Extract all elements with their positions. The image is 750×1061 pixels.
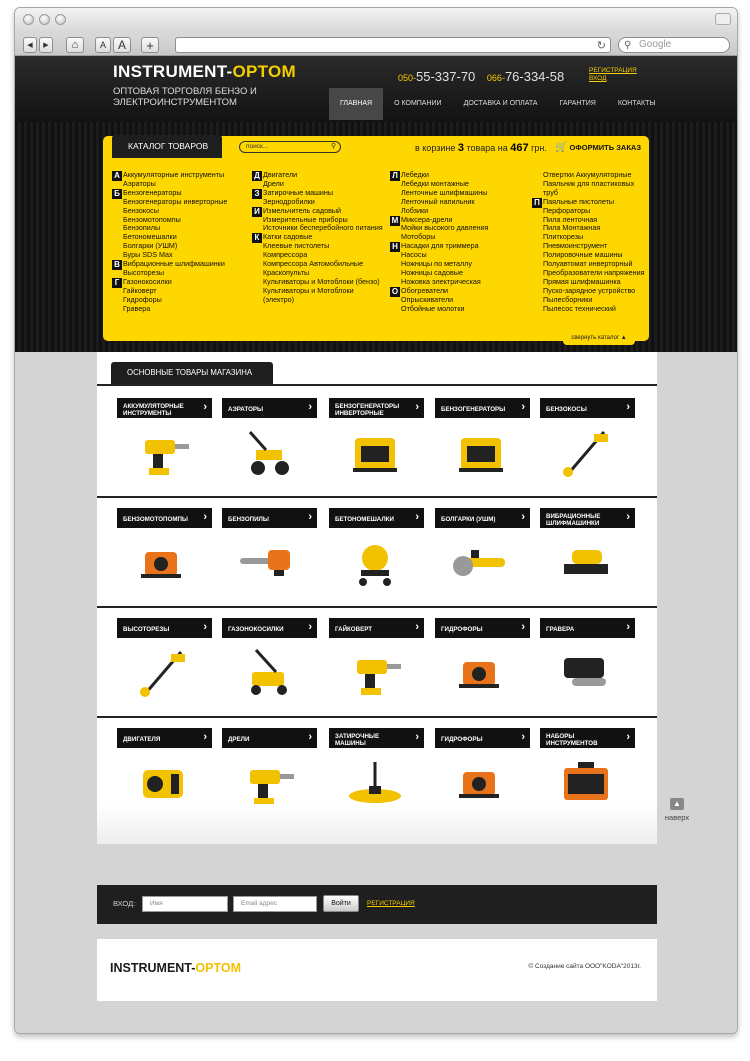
product-card[interactable] — [222, 398, 318, 498]
product-category-button[interactable] — [329, 618, 424, 638]
chevron-right-icon: › — [415, 511, 419, 523]
pump-product-image[interactable] — [131, 538, 195, 588]
site-tagline: ОПТОВАЯ ТОРГОВЛЯ БЕНЗО И ЭЛЕКТРОИНСТРУМЕНТОМ — [113, 86, 257, 108]
catalog-link[interactable]: Измельчитель садовый — [263, 205, 342, 215]
catalog-link[interactable]: Ленточный напильник — [401, 196, 475, 206]
catalog-link[interactable]: Паяльные пистолеты — [543, 196, 615, 206]
catalog-link[interactable]: Прямая шлифмашинка — [543, 276, 621, 286]
catalog-letter: Г — [112, 278, 122, 288]
catalog-letter: К — [252, 233, 262, 243]
chevron-right-icon: › — [626, 731, 630, 743]
catalog-link[interactable]: Газонокосилки — [123, 276, 172, 286]
catalog-letter: В — [112, 260, 122, 270]
nav-item[interactable]: ДОСТАВКА И ОПЛАТА — [463, 100, 538, 107]
toolbox-product-image[interactable] — [554, 758, 618, 808]
catalog-link[interactable]: Болгарки (УШМ) — [123, 241, 178, 251]
drill-product-image[interactable] — [236, 758, 300, 808]
chevron-right-icon: › — [203, 511, 207, 523]
catalog-link[interactable]: Насосы — [401, 250, 427, 260]
login-link[interactable]: ВХОД — [589, 75, 607, 82]
product-category-label: ГИДРОФОРЫ — [441, 626, 483, 633]
footer-logo-accent: OPTOM — [195, 961, 242, 975]
catalog-group — [113, 189, 245, 260]
title-bar — [15, 8, 737, 34]
product-category-label: ГАЗОНОКОСИЛКИ — [228, 626, 284, 633]
catalog-link[interactable]: Обогреватели — [401, 285, 449, 295]
catalog-link[interactable]: Буры SDS Max — [123, 250, 173, 260]
cart-count: 3 — [457, 142, 464, 154]
product-category-label: АЭРАТОРЫ — [228, 406, 264, 413]
back-icon: ◀ — [27, 42, 33, 49]
catalog-link[interactable]: Культиваторы и Мотоблоки (бензо) — [263, 276, 380, 286]
catalog-link[interactable]: Бензокосы — [123, 205, 159, 215]
product-category-button[interactable] — [222, 728, 317, 748]
browser-toolbar — [15, 34, 737, 56]
aerator-product-image[interactable] — [236, 428, 300, 478]
web-page — [15, 56, 738, 1034]
catalog-link[interactable]: Компрессора Автомобильные — [263, 259, 364, 269]
catalog-letter: Д — [252, 171, 262, 181]
site-logo[interactable] — [113, 62, 296, 82]
catalog-link[interactable]: Аккумуляторные инструменты — [123, 170, 225, 179]
product-card[interactable] — [435, 508, 531, 608]
product-category-button[interactable] — [540, 508, 635, 528]
search-icon[interactable]: ⚲ — [330, 143, 336, 150]
catalog-link[interactable]: Лобзики — [401, 205, 429, 215]
product-category-label: БЕНЗОГЕНЕРАТОРЫ ИНВЕРТОРНЫЕ — [335, 402, 400, 417]
address-bar[interactable] — [175, 37, 611, 53]
product-category-button[interactable] — [435, 508, 530, 528]
catalog-title: КАТАЛОГ ТОВАРОВ — [112, 135, 222, 158]
collapse-catalog-button[interactable] — [563, 331, 635, 345]
name-placeholder: Имя — [150, 900, 163, 907]
back-button[interactable] — [23, 37, 37, 53]
chevron-right-icon: › — [521, 731, 525, 743]
home-icon: ⌂ — [71, 39, 79, 51]
product-category-label: БОЛГАРКИ (УШМ) — [441, 516, 496, 523]
product-card[interactable] — [117, 398, 213, 498]
catalog-link[interactable]: Гидрофоры — [123, 294, 162, 304]
forward-button[interactable] — [39, 37, 53, 53]
minimize-window-button[interactable] — [39, 14, 50, 25]
product-category-button[interactable] — [540, 398, 635, 418]
catalog-group — [113, 171, 245, 189]
catalog-letter: И — [252, 207, 262, 217]
product-category-label: БЕНЗОКОСЫ — [546, 406, 587, 413]
chevron-right-icon: › — [415, 621, 419, 633]
catalog-group — [391, 242, 523, 287]
product-category-button[interactable] — [540, 618, 635, 638]
cart-currency: грн. — [531, 143, 547, 153]
catalog-link[interactable]: Пылесборники — [543, 294, 593, 304]
catalog-letter: А — [112, 171, 122, 181]
product-category-label: НАБОРЫ ИНСТРУМЕНТОВ — [546, 732, 598, 747]
catalog-link[interactable]: Ножовка электрическая — [401, 276, 481, 286]
catalog-link[interactable]: Мойки высокого давления — [401, 223, 489, 233]
catalog-letter: М — [391, 215, 399, 225]
resize-icon[interactable] — [715, 13, 731, 25]
catalog-list — [113, 171, 643, 336]
catalog-link[interactable]: Опрыскиватели — [401, 294, 454, 304]
chevron-right-icon: › — [626, 511, 630, 523]
home-button[interactable] — [66, 37, 84, 53]
product-card[interactable] — [329, 618, 425, 718]
cart-icon: 🛒 — [555, 142, 568, 153]
collapse-catalog-label: свернуть каталог — [571, 335, 620, 341]
register-link[interactable]: РЕГИСТРАЦИЯ — [589, 67, 637, 74]
footer-logo-text: INSTRUMENT- — [110, 961, 196, 975]
product-category-button[interactable] — [329, 508, 424, 528]
catalog-link[interactable]: Пылесос технический — [543, 303, 616, 313]
product-category-button[interactable] — [117, 728, 212, 748]
mower-product-image[interactable] — [236, 648, 300, 698]
copyright: © Создание сайта ООО"KODA"2013г. — [528, 963, 641, 970]
drill-product-image[interactable] — [343, 648, 407, 698]
browser-search-placeholder: Google — [639, 39, 672, 50]
product-card[interactable] — [435, 398, 531, 498]
catalog-link[interactable]: Мотоборы — [401, 232, 436, 242]
product-category-button[interactable] — [329, 398, 424, 418]
site-footer — [97, 939, 657, 1001]
catalog-letter: Н — [390, 242, 400, 252]
product-category-button[interactable] — [222, 618, 317, 638]
catalog-column — [391, 171, 523, 314]
content-bottom — [97, 804, 657, 844]
chevron-right-icon: › — [521, 511, 525, 523]
sander-product-image[interactable] — [554, 538, 618, 588]
text-bigger-label: A — [117, 38, 126, 52]
cart-prefix: в корзине — [415, 143, 456, 153]
generator-product-image[interactable] — [449, 428, 513, 478]
product-category-button[interactable] — [117, 508, 212, 528]
product-category-label: ГРАВЕРА — [546, 626, 575, 633]
catalog-link[interactable]: Бензогенераторы — [123, 187, 182, 197]
nav-item[interactable]: ГАРАНТИЯ — [559, 100, 596, 107]
product-card[interactable] — [222, 618, 318, 718]
text-smaller-button[interactable] — [95, 37, 111, 53]
footer-logo[interactable] — [110, 961, 241, 975]
arrow-up-icon: ▲ — [670, 798, 684, 810]
catalog-link[interactable]: Лебедки монтажные — [401, 178, 469, 188]
scroll-top-button[interactable] — [663, 798, 691, 822]
catalog-letter: П — [532, 198, 542, 208]
catalog-link[interactable]: Краскопульты — [263, 267, 310, 277]
main-navigation — [329, 88, 667, 120]
catalog-group — [113, 260, 245, 278]
catalog-link[interactable]: Перфораторы — [543, 205, 591, 215]
chevron-right-icon: › — [626, 401, 630, 413]
product-category-label: ДРЕЛИ — [228, 736, 250, 743]
chevron-right-icon: › — [626, 621, 630, 633]
nav-item[interactable]: О КОМПАНИИ — [394, 100, 442, 107]
catalog-link[interactable]: Бензомотопомпы — [123, 214, 181, 224]
catalog-group — [113, 278, 245, 314]
name-input[interactable] — [142, 896, 228, 912]
product-category-label: ГАЙКОВЕРТ — [335, 626, 373, 633]
text-bigger-button[interactable] — [113, 37, 131, 53]
chevron-up-icon: ▲ — [620, 335, 627, 341]
browser-search-field[interactable] — [618, 37, 730, 53]
phone1-code: 050- — [398, 73, 417, 83]
product-card[interactable] — [117, 618, 213, 718]
float-product-image[interactable] — [343, 758, 407, 808]
main-content — [97, 352, 657, 844]
section-divider — [97, 384, 657, 386]
email-placeholder: Email адрес — [241, 900, 277, 907]
catalog-link[interactable]: Затирочные машины — [263, 187, 334, 197]
catalog-link[interactable]: Пила Монтажная — [543, 223, 601, 233]
trimmer-product-image[interactable] — [131, 648, 195, 698]
product-row — [97, 498, 657, 608]
product-category-label: БЕНЗОМОТОПОМПЫ — [123, 516, 188, 523]
add-bookmark-button[interactable] — [141, 37, 159, 53]
product-card[interactable] — [540, 398, 636, 498]
catalog-search-input[interactable] — [239, 141, 341, 153]
cart-sum: 467 — [510, 142, 529, 154]
catalog-link[interactable]: Измерительные приборы — [263, 214, 348, 224]
catalog-link[interactable]: Высоторезы — [123, 267, 164, 277]
product-category-label: ЗАТИРОЧНЫЕ МАШИНЫ — [335, 732, 380, 747]
product-category-label: ВЫСОТОРЕЗЫ — [123, 626, 170, 633]
catalog-link[interactable]: Отвертки Аккумуляторные — [543, 170, 632, 179]
section-title: ОСНОВНЫЕ ТОВАРЫ МАГАЗИНА — [111, 362, 273, 384]
product-category-button[interactable] — [222, 398, 317, 418]
product-category-label: БЕНЗОГЕНЕРАТОРЫ — [441, 406, 506, 413]
chevron-right-icon: › — [308, 731, 312, 743]
phone2-number: 76-334-58 — [504, 69, 565, 84]
chevron-right-icon: › — [203, 401, 207, 413]
phone-numbers — [398, 69, 564, 84]
pump-product-image[interactable] — [449, 758, 513, 808]
catalog-link[interactable]: Дрели — [263, 178, 284, 188]
forward-icon: ▶ — [43, 42, 49, 49]
catalog-letter: З — [252, 189, 262, 199]
generator-product-image[interactable] — [343, 428, 407, 478]
catalog-link[interactable]: Источники бесперебойного питания — [263, 223, 383, 233]
product-row — [97, 608, 657, 718]
cart-summary[interactable] — [415, 142, 547, 154]
product-card[interactable] — [117, 508, 213, 608]
catalog-link[interactable]: Преобразователи напряжения — [543, 267, 645, 277]
product-card[interactable] — [222, 508, 318, 608]
drill-product-image[interactable] — [131, 428, 195, 478]
catalog-column — [533, 171, 645, 314]
catalog-column — [253, 171, 385, 305]
product-category-label: ВИБРАЦИОННЫЕ ШЛИФМАШИНКИ — [546, 512, 601, 527]
catalog-link[interactable]: Паяльник для пластиковых труб — [543, 178, 635, 197]
account-links — [589, 67, 637, 83]
catalog-column — [113, 171, 245, 314]
chevron-right-icon: › — [203, 621, 207, 633]
product-category-label: БЕТОНОМЕШАЛКИ — [335, 516, 394, 523]
login-label: ВХОД: — [113, 899, 136, 908]
chevron-right-icon: › — [521, 621, 525, 633]
product-category-button[interactable] — [222, 508, 317, 528]
catalog-link[interactable]: Вибрационные шлифмашинки — [123, 259, 225, 269]
zoom-window-button[interactable] — [55, 14, 66, 25]
plus-icon: + — [146, 37, 154, 53]
catalog-search-placeholder: поиск... — [246, 143, 269, 150]
product-category-button[interactable] — [117, 398, 212, 418]
site-header — [15, 56, 738, 122]
catalog-group — [391, 287, 523, 314]
catalog-group — [253, 233, 385, 304]
catalog-link[interactable]: Культиваторы и Мотоблоки (электро) — [263, 285, 354, 304]
product-category-button[interactable] — [435, 728, 530, 748]
close-window-button[interactable] — [23, 14, 34, 25]
catalog-group — [533, 171, 645, 198]
catalog-letter: О — [391, 286, 399, 296]
catalog-link[interactable]: Миксера-дрели — [401, 214, 453, 224]
logo-text: INSTRUMENT- — [113, 62, 233, 81]
chevron-right-icon: › — [308, 621, 312, 633]
logo-accent-text: OPTOM — [232, 62, 296, 81]
product-card[interactable] — [329, 508, 425, 608]
catalog-link[interactable]: Гравера — [123, 303, 151, 313]
catalog-link[interactable]: Ленточные шлифмашины — [401, 187, 488, 197]
product-card[interactable] — [435, 618, 531, 718]
login-button[interactable]: Войти — [323, 895, 359, 912]
catalog-group — [253, 207, 385, 234]
chevron-right-icon: › — [415, 731, 419, 743]
scroll-top-label: наверх — [664, 813, 690, 822]
chevron-right-icon: › — [308, 401, 312, 413]
catalog-link[interactable]: Плиткорезы — [543, 232, 584, 242]
catalog-group — [253, 189, 385, 207]
text-smaller-label: A — [99, 40, 106, 50]
catalog-link[interactable]: Пуско-зарядное устройство — [543, 285, 636, 295]
browser-window — [14, 7, 738, 1034]
catalog-link[interactable]: Бензогенераторы инверторные — [123, 196, 228, 206]
email-input[interactable] — [233, 896, 317, 912]
catalog-group — [253, 171, 385, 189]
chainsaw-product-image[interactable] — [236, 538, 300, 588]
catalog-letter: Л — [390, 171, 400, 181]
product-category-label: ДВИГАТЕЛЯ — [123, 736, 161, 743]
catalog-link[interactable]: Клеевые пистолеты — [263, 241, 330, 251]
catalog-letter: Б — [112, 189, 122, 199]
catalog-group — [533, 198, 645, 314]
engraver-product-image[interactable] — [554, 648, 618, 698]
chevron-right-icon: › — [415, 401, 419, 413]
catalog-link[interactable]: Бензопилы — [123, 223, 161, 233]
checkout-label: ОФОРМИТЬ ЗАКАЗ — [569, 143, 642, 152]
product-category-button[interactable] — [117, 618, 212, 638]
product-row — [97, 388, 657, 498]
phone1-number: 55-337-70 — [416, 69, 476, 84]
grinder-product-image[interactable] — [449, 538, 513, 588]
catalog-link[interactable]: Зернодробилки — [263, 196, 315, 206]
trimmer-product-image[interactable] — [554, 428, 618, 478]
catalog-link[interactable]: Катки садовые — [263, 232, 313, 242]
catalog-group — [391, 171, 523, 216]
chevron-right-icon: › — [521, 401, 525, 413]
chevron-right-icon: › — [203, 731, 207, 743]
catalog-link[interactable]: Двигатели — [263, 170, 298, 179]
chevron-right-icon: › — [308, 511, 312, 523]
catalog-group — [391, 216, 523, 243]
cart-mid: товара на — [466, 143, 508, 153]
product-category-button[interactable] — [435, 398, 530, 418]
checkout-button[interactable] — [555, 142, 641, 153]
product-card[interactable] — [540, 618, 636, 718]
catalog-link[interactable]: Гайковерт — [123, 285, 157, 295]
catalog-link[interactable]: Насадки для триммера — [401, 241, 479, 251]
register-link-footer[interactable]: РЕГИСТРАЦИЯ — [367, 900, 415, 907]
catalog-link[interactable]: Ножницы садовые — [401, 267, 463, 277]
nav-item[interactable]: КОНТАКТЫ — [617, 100, 656, 107]
catalog-link[interactable]: Пила ленточная — [543, 214, 598, 224]
search-icon: ⚲ — [624, 40, 632, 51]
catalog-link[interactable]: Полировочные машины — [543, 250, 623, 260]
nav-item[interactable]: ГЛАВНАЯ — [329, 88, 383, 120]
catalog-link[interactable]: Пневмоинструмент — [543, 241, 608, 251]
reload-icon[interactable]: ↻ — [596, 40, 606, 52]
mixer-product-image[interactable] — [343, 538, 407, 588]
login-bar — [97, 885, 657, 924]
catalog-link[interactable]: Бетономешалки — [123, 232, 177, 242]
engine-product-image[interactable] — [131, 758, 195, 808]
catalog-link[interactable]: Лебедки — [401, 170, 429, 179]
catalog-link[interactable]: Отбойные молотки — [401, 303, 465, 313]
catalog-link[interactable]: Аэраторы — [123, 178, 156, 188]
catalog-link[interactable]: Компрессора — [263, 250, 308, 260]
product-category-label: ГИДРОФОРЫ — [441, 736, 483, 743]
product-category-label: БЕНЗОПИЛЫ — [228, 516, 269, 523]
product-category-label: АККУМУЛЯТОРНЫЕ ИНСТРУМЕНТЫ — [123, 402, 184, 417]
product-category-button[interactable] — [435, 618, 530, 638]
catalog-link[interactable]: Ножницы по металлу — [401, 259, 472, 269]
product-category-button[interactable] — [540, 728, 635, 748]
product-card[interactable] — [540, 508, 636, 608]
catalog-link[interactable]: Полуавтомат инверторный — [543, 259, 633, 269]
product-card[interactable] — [329, 398, 425, 498]
product-category-button[interactable] — [329, 728, 424, 748]
pump-product-image[interactable] — [449, 648, 513, 698]
phone2-code: 066- — [486, 73, 505, 83]
